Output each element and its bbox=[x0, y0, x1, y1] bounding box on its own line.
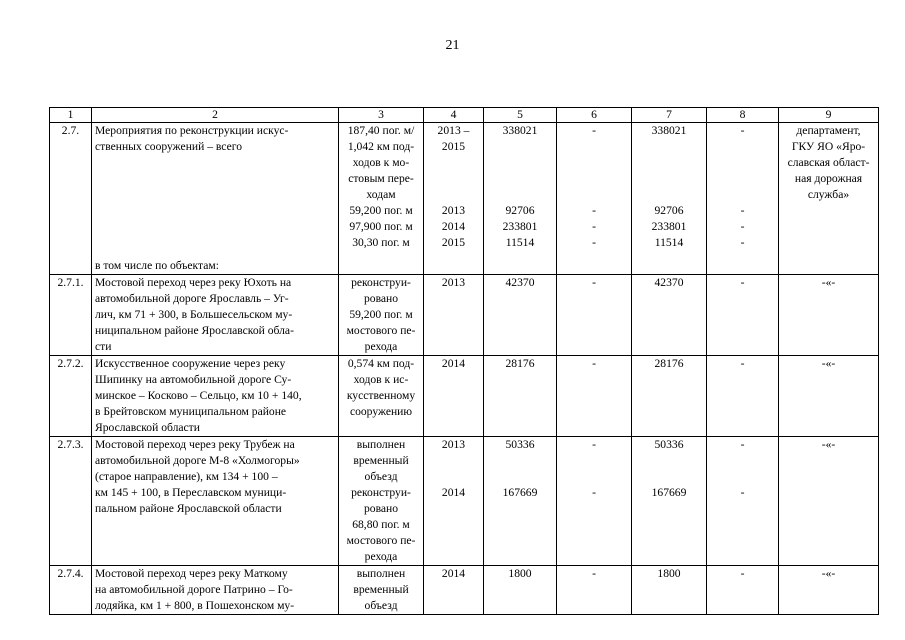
cell-line: - bbox=[592, 357, 596, 370]
cell-line: - bbox=[740, 486, 745, 499]
cell-line: 30,30 пог. м bbox=[352, 236, 410, 249]
cell-line: реконструи- bbox=[351, 486, 411, 499]
row-name bbox=[92, 123, 339, 275]
cell-line: - bbox=[740, 204, 745, 217]
cell-c3 bbox=[339, 566, 424, 615]
cell-line: департамент, bbox=[796, 124, 861, 137]
row-name-line: на автомобильной дороге Патрино – Го- bbox=[95, 583, 293, 596]
row-name bbox=[92, 437, 339, 566]
cell-line: объезд bbox=[364, 599, 398, 612]
cell-line: мостового пе- bbox=[346, 534, 416, 547]
cell-c9 bbox=[779, 356, 879, 437]
cell-c3 bbox=[339, 275, 424, 356]
cell-line: ровано bbox=[363, 292, 399, 305]
table-row bbox=[50, 566, 879, 615]
cell-c5 bbox=[484, 356, 557, 437]
cell-c5 bbox=[484, 123, 557, 275]
row-number: 2.7.2. bbox=[50, 356, 92, 437]
cell-line bbox=[635, 171, 703, 187]
cell-line bbox=[427, 453, 480, 469]
cell-line: - bbox=[740, 124, 745, 137]
cell-c4 bbox=[424, 437, 484, 566]
cell-c3 bbox=[339, 356, 424, 437]
cell-line: ходов к мо- bbox=[352, 156, 410, 169]
cell-line: 2013 bbox=[441, 276, 466, 289]
row-name-line: автомобильной дороге М-8 «Холмогоры» bbox=[95, 454, 300, 467]
cell-line bbox=[710, 469, 775, 485]
row-name-line: в Брейтовском муниципальном районе bbox=[95, 405, 287, 418]
table-row bbox=[50, 437, 879, 566]
cell-line: выполнен bbox=[356, 438, 406, 451]
header-cell: 6 bbox=[557, 108, 632, 123]
cell-line bbox=[710, 171, 775, 187]
cell-line: временный bbox=[353, 454, 409, 467]
cell-c3 bbox=[339, 123, 424, 275]
cell-line: сооружению bbox=[349, 405, 413, 418]
row-name-line: Ярославской области bbox=[95, 421, 200, 434]
cell-c6 bbox=[557, 123, 632, 275]
cell-line bbox=[635, 453, 703, 469]
cell-line bbox=[710, 187, 775, 203]
cell-line: - bbox=[740, 357, 745, 370]
table-body bbox=[50, 123, 879, 615]
cell-line bbox=[560, 155, 628, 171]
cell-line: мостового пе- bbox=[346, 324, 416, 337]
cell-line: 28176 bbox=[505, 357, 535, 370]
cell-line: 167669 bbox=[502, 486, 538, 499]
cell-line: рехода bbox=[364, 550, 398, 563]
row-name-line: лодяйка, км 1 + 800, в Пошехонском му- bbox=[95, 599, 295, 612]
cell-line: - bbox=[592, 220, 596, 233]
row-name bbox=[92, 356, 339, 437]
cell-line: 11514 bbox=[505, 236, 535, 249]
cell-line: рехода bbox=[364, 340, 398, 353]
cell-line: 1,042 км под- bbox=[347, 140, 415, 153]
cell-c4 bbox=[424, 356, 484, 437]
cell-line bbox=[487, 155, 553, 171]
cell-line: ходам bbox=[366, 188, 396, 201]
row-name-line: пальном районе Ярославской области bbox=[95, 502, 282, 515]
cell-line: 2013 bbox=[441, 204, 466, 217]
cell-line bbox=[427, 469, 480, 485]
row-name-line: автомобильной дороге Ярославль – Уг- bbox=[95, 292, 289, 305]
row-name-line: Шипинку на автомобильной дороге Су- bbox=[95, 373, 292, 386]
row-name-line: минское – Косково – Сельцо, км 10 + 140, bbox=[95, 389, 302, 402]
table-row bbox=[50, 123, 879, 275]
cell-line bbox=[427, 171, 480, 187]
header-cell: 1 bbox=[50, 108, 92, 123]
cell-line bbox=[560, 139, 628, 155]
cell-line: - bbox=[592, 567, 596, 580]
row-name-line: лич, км 71 + 300, в Большесельском му- bbox=[95, 308, 293, 321]
cell-line bbox=[487, 453, 553, 469]
cell-line: 187,40 пог. м/ bbox=[347, 124, 415, 137]
cell-line: -«- bbox=[821, 438, 836, 451]
cell-line: кусственному bbox=[346, 389, 416, 402]
cell-line bbox=[427, 187, 480, 203]
cell-line: - bbox=[740, 567, 745, 580]
cell-line: 50336 bbox=[505, 438, 535, 451]
cell-line: 2014 bbox=[441, 357, 466, 370]
cell-c4 bbox=[424, 566, 484, 615]
cell-line: 233801 bbox=[502, 220, 538, 233]
cell-line: - bbox=[592, 204, 596, 217]
cell-line: 2015 bbox=[441, 140, 466, 153]
cell-line: -«- bbox=[821, 276, 836, 289]
cell-line: - bbox=[592, 276, 596, 289]
cell-line: - bbox=[740, 438, 745, 451]
row-name bbox=[92, 566, 339, 615]
cell-c8 bbox=[707, 566, 779, 615]
cell-c8 bbox=[707, 437, 779, 566]
cell-line: 42370 bbox=[654, 276, 684, 289]
cell-line bbox=[635, 187, 703, 203]
cell-c8 bbox=[707, 275, 779, 356]
cell-line: 97,900 пог. м bbox=[349, 220, 413, 233]
table-row bbox=[50, 356, 879, 437]
row-name-line: сти bbox=[95, 340, 112, 353]
cell-line bbox=[710, 155, 775, 171]
cell-line: 59,200 пог. м bbox=[349, 308, 413, 321]
cell-line: 2014 bbox=[441, 220, 466, 233]
cell-line: 50336 bbox=[654, 438, 684, 451]
header-cell: 5 bbox=[484, 108, 557, 123]
row-name-footer: в том числе по объектам: bbox=[95, 259, 219, 272]
cell-line: ходов к ис- bbox=[353, 373, 409, 386]
cell-line: - bbox=[740, 236, 745, 249]
cell-line: славская област- bbox=[787, 156, 870, 169]
row-name-line: Мостовой переход через реку Трубеж на bbox=[95, 438, 295, 451]
row-name-line: Мероприятия по реконструкции искус- bbox=[95, 124, 289, 137]
cell-line bbox=[635, 469, 703, 485]
cell-line: 338021 bbox=[651, 124, 687, 137]
row-number: 2.7. bbox=[50, 123, 92, 275]
row-number: 2.7.4. bbox=[50, 566, 92, 615]
cell-line: временный bbox=[353, 583, 409, 596]
cell-line: реконструи- bbox=[351, 276, 411, 289]
cell-line: - bbox=[740, 220, 745, 233]
cell-line: 2013 – bbox=[437, 124, 470, 137]
row-name-line: Искусственное сооружение через реку bbox=[95, 357, 286, 370]
cell-c6 bbox=[557, 437, 632, 566]
cell-line: -«- bbox=[821, 357, 836, 370]
header-cell: 8 bbox=[707, 108, 779, 123]
cell-c7 bbox=[632, 566, 707, 615]
cell-c6 bbox=[557, 566, 632, 615]
row-name-line: ственных сооружений – всего bbox=[95, 140, 242, 153]
cell-line bbox=[635, 155, 703, 171]
cell-c8 bbox=[707, 356, 779, 437]
cell-line: 338021 bbox=[502, 124, 538, 137]
cell-line bbox=[710, 139, 775, 155]
activities-table bbox=[49, 107, 879, 615]
row-name-line: (старое направление), км 134 + 100 – bbox=[95, 470, 278, 483]
cell-c4 bbox=[424, 275, 484, 356]
cell-line: 2015 bbox=[441, 236, 466, 249]
cell-c7 bbox=[632, 437, 707, 566]
row-number: 2.7.1. bbox=[50, 275, 92, 356]
cell-line: 42370 bbox=[505, 276, 535, 289]
row-name bbox=[92, 275, 339, 356]
cell-line: 28176 bbox=[654, 357, 684, 370]
cell-c7 bbox=[632, 123, 707, 275]
cell-line bbox=[560, 187, 628, 203]
table-header-row bbox=[50, 108, 879, 123]
cell-line: ная дорожная bbox=[794, 172, 863, 185]
cell-c9 bbox=[779, 275, 879, 356]
header-cell: 4 bbox=[424, 108, 484, 123]
cell-line: -«- bbox=[821, 567, 836, 580]
cell-line: 1800 bbox=[657, 567, 681, 580]
cell-line bbox=[487, 469, 553, 485]
cell-c6 bbox=[557, 275, 632, 356]
cell-line bbox=[487, 171, 553, 187]
cell-line: 0,574 км под- bbox=[347, 357, 415, 370]
cell-line: - bbox=[592, 236, 596, 249]
cell-line: 167669 bbox=[651, 486, 687, 499]
cell-line: объезд bbox=[364, 470, 398, 483]
cell-line: - bbox=[740, 276, 745, 289]
cell-line: ГКУ ЯО «Яро- bbox=[791, 140, 866, 153]
cell-line bbox=[560, 453, 628, 469]
header-cell: 7 bbox=[632, 108, 707, 123]
row-name-line: Мостовой переход через реку Маткому bbox=[95, 567, 288, 580]
cell-line: 2014 bbox=[441, 567, 466, 580]
cell-line: служба» bbox=[807, 188, 850, 201]
cell-c7 bbox=[632, 356, 707, 437]
cell-line bbox=[487, 187, 553, 203]
cell-line: 11514 bbox=[654, 236, 684, 249]
cell-c8 bbox=[707, 123, 779, 275]
row-name-line: Мостовой переход через реку Юхоть на bbox=[95, 276, 292, 289]
cell-line bbox=[560, 469, 628, 485]
cell-line: 1800 bbox=[508, 567, 532, 580]
cell-c9 bbox=[779, 566, 879, 615]
cell-line: 68,80 пог. м bbox=[352, 518, 410, 531]
cell-line: 92706 bbox=[654, 204, 684, 217]
cell-line bbox=[635, 139, 703, 155]
cell-line: выполнен bbox=[356, 567, 406, 580]
cell-line: 92706 bbox=[505, 204, 535, 217]
header-cell: 9 bbox=[779, 108, 879, 123]
cell-line: - bbox=[592, 486, 596, 499]
cell-c7 bbox=[632, 275, 707, 356]
cell-line: 2013 bbox=[441, 438, 466, 451]
cell-line: - bbox=[592, 124, 596, 137]
cell-c9 bbox=[779, 437, 879, 566]
cell-line: 2014 bbox=[441, 486, 466, 499]
cell-line bbox=[560, 171, 628, 187]
cell-c6 bbox=[557, 356, 632, 437]
cell-c5 bbox=[484, 275, 557, 356]
table-row bbox=[50, 275, 879, 356]
cell-line bbox=[487, 139, 553, 155]
cell-line: стовым пере- bbox=[348, 172, 414, 185]
row-number: 2.7.3. bbox=[50, 437, 92, 566]
cell-c9 bbox=[779, 123, 879, 275]
header-cell: 3 bbox=[339, 108, 424, 123]
cell-line bbox=[710, 453, 775, 469]
row-name-line: ниципальном районе Ярославской обла- bbox=[95, 324, 294, 337]
row-name-line: км 145 + 100, в Переславском муници- bbox=[95, 486, 287, 499]
header-cell: 2 bbox=[92, 108, 339, 123]
cell-line: - bbox=[592, 438, 596, 451]
page-number: 21 bbox=[445, 38, 460, 53]
cell-line: 59,200 пог. м bbox=[349, 204, 413, 217]
cell-line bbox=[427, 155, 480, 171]
cell-line: 233801 bbox=[651, 220, 687, 233]
cell-c5 bbox=[484, 437, 557, 566]
cell-line: ровано bbox=[363, 502, 399, 515]
cell-c4 bbox=[424, 123, 484, 275]
cell-c5 bbox=[484, 566, 557, 615]
cell-c3 bbox=[339, 437, 424, 566]
